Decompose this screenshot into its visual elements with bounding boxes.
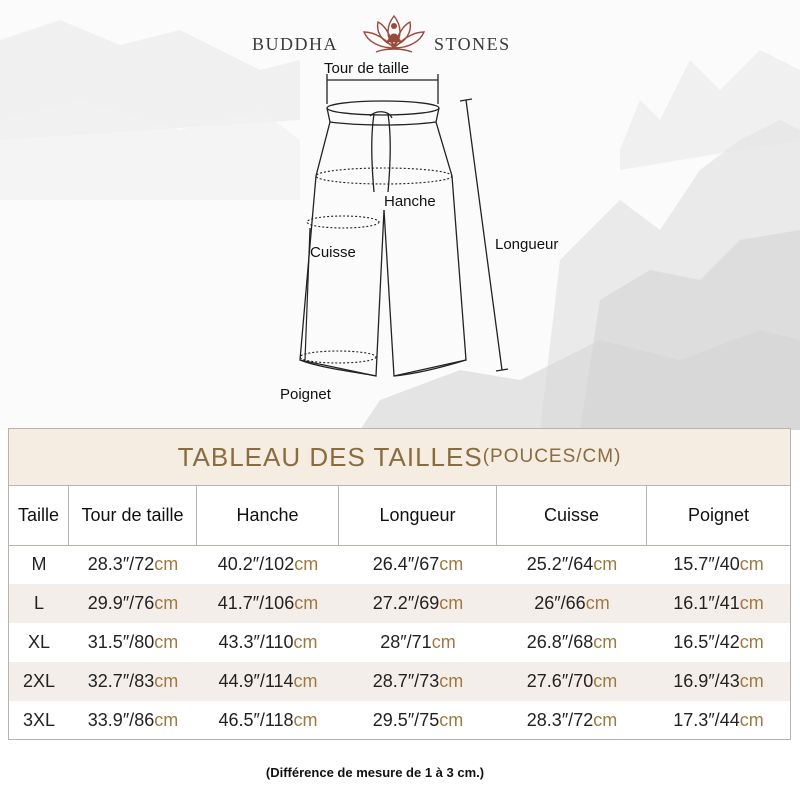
hip-cell: 44.9″/114 cm: [218, 671, 318, 691]
header-size: Taille: [9, 485, 69, 545]
size-table-title-units: (POUCES/CM): [482, 446, 622, 467]
measurement-footnote: (Différence de mesure de 1 à 3 cm.): [265, 765, 485, 780]
table-row: [9, 584, 790, 623]
hip-cell: 46.5″/118 cm: [218, 710, 318, 730]
length-cell: 28.7″/73 cm: [372, 671, 464, 691]
waist-label: Tour de taille: [324, 60, 410, 77]
table-row: [9, 662, 790, 701]
size-cell: M: [31, 554, 47, 574]
length-cell: 28″/71 cm: [380, 632, 456, 652]
thigh-cell: 27.6″/70 cm: [526, 671, 618, 691]
table-row: [9, 701, 790, 740]
size-cell: 2XL: [22, 671, 56, 691]
size-table: [8, 428, 791, 740]
header-cuff: Poignet: [687, 504, 750, 525]
cuff-cell: 16.5″/42 cm: [673, 632, 764, 652]
length-cell: 29.5″/75 cm: [372, 710, 464, 730]
waist-cell: 28.3″/72 cm: [87, 554, 179, 574]
waist-cell: 33.9″/86 cm: [87, 710, 179, 730]
thigh-cell: 26.8″/68 cm: [526, 632, 618, 652]
hip-cell: 43.3″/110 cm: [218, 632, 318, 652]
cuff-cell: 15.7″/40 cm: [673, 554, 764, 574]
cuff-label: Poignet: [280, 386, 331, 403]
header-thigh: Cuisse: [497, 485, 647, 545]
hip-label: Hanche: [384, 193, 436, 210]
size-cell: XL: [27, 632, 51, 652]
waist-cell: 29.9″/76 cm: [87, 593, 179, 613]
cuff-cell: 16.9″/43 cm: [673, 671, 764, 691]
length-label: Longueur: [495, 236, 559, 253]
length-cell: 26.4″/67 cm: [372, 554, 464, 574]
table-row: [9, 623, 790, 662]
brand-name-left: BUDDHA: [252, 34, 339, 54]
thigh-label: Cuisse: [310, 244, 356, 261]
length-cell: 27.2″/69 cm: [372, 593, 464, 613]
cuff-cell: 17.3″/44 cm: [673, 710, 764, 730]
header-length: Longueur: [339, 485, 497, 545]
waist-cell: 32.7″/83 cm: [87, 671, 179, 691]
thigh-cell: 25.2″/64 cm: [526, 554, 618, 574]
cuff-cell: 16.1″/41 cm: [673, 593, 764, 613]
size-table-title: [9, 429, 790, 486]
brand-name-right: STONES: [434, 34, 511, 54]
hip-cell: 40.2″/102 cm: [217, 554, 319, 574]
thigh-cell: 26″/66 cm: [534, 593, 610, 613]
hip-cell: 41.7″/106 cm: [217, 593, 319, 613]
header-waist: Tour de taille: [69, 485, 197, 545]
size-table-header-row: [9, 485, 790, 546]
thigh-cell: 28.3″/72 cm: [526, 710, 618, 730]
size-cell: 3XL: [22, 710, 56, 730]
waist-cell: 31.5″/80 cm: [87, 632, 179, 652]
size-cell: L: [33, 593, 44, 613]
table-row: [9, 545, 790, 584]
size-table-body: [9, 545, 790, 740]
size-table-title-text: TABLEAU DES TAILLES: [177, 441, 483, 472]
header-hip: Hanche: [197, 485, 339, 545]
